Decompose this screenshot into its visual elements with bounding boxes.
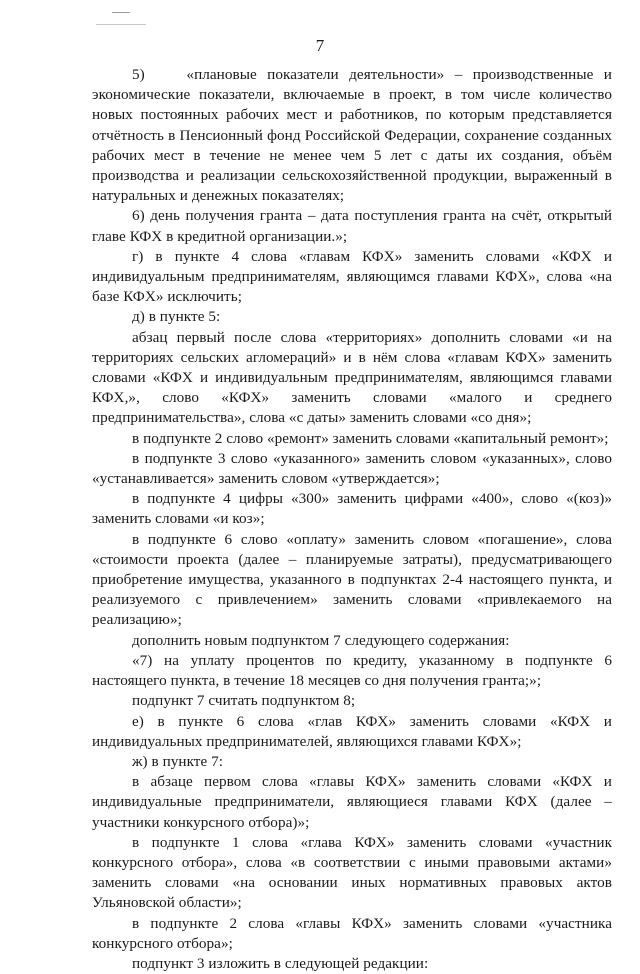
paragraph: дополнить новым подпунктом 7 следующего содержания: — [132, 631, 510, 649]
paragraph: в подпункте 2 слово «ремонт» заменить словами «капитальный ремонт»; — [132, 429, 609, 447]
scan-artifact — [96, 24, 146, 25]
paragraph: ж) в пункте 7: — [132, 752, 224, 770]
paragraph: в подпункте 4 цифры «300» заменить цифрами «400», слово «(коз)» заменить словами «и коз»; — [92, 490, 612, 528]
paragraph: в подпункте 6 слово «оплату» заменить словом «погашение», слова «стоимости проекта (далее – планируемые затраты), предусматривающего приобретение имущества, указанного в подпунктах 2-4 настоящего пункта, и реализуемого с привлечением» заменить словами «привлекаемого на реализацию»; — [92, 530, 612, 629]
paragraph: д) в пункте 5: — [132, 308, 221, 326]
page-number: 7 — [315, 36, 325, 55]
paragraph: в подпункте 2 слова «главы КФХ» заменить словами «участника конкурсного отбора»; — [92, 914, 612, 952]
paragraph: подпункт 7 считать подпунктом 8; — [132, 692, 356, 710]
paragraph: в подпункте 1 слова «глава КФХ» заменить словами «участник конкурсного отбора», слова «в соответствии с иными правовыми актами» заменить словами «на основании иных нормативных правовых актов Ульяновской области»; — [92, 833, 612, 912]
paragraph: в абзаце первом слова «главы КФХ» заменить словами «КФХ и индивидуальные предприниматели, являющиеся главами КФХ (далее – участники конкурсного отбора)»; — [92, 773, 612, 831]
paragraph: подпункт 3 изложить в следующей редакции: — [132, 954, 429, 972]
paragraph: абзац первый после слова «территориях» дополнить словами «и на территориях сельских агломераций» и в нём слова «главам КФХ» заменить словами «КФХ и индивидуальным предпринимателям, являющимся главами КФХ,», слово «КФХ» заменить словами «малого и среднего предпринимательства», слова «с даты» заменить словами «со дня»; — [92, 328, 612, 427]
scan-artifact — [112, 12, 130, 13]
document-body — [92, 65, 612, 974]
paragraph: «7) на уплату процентов по кредиту, указанному в подпункте 6 настоящего пункта, в течение 18 месяцев со дня получения гранта;»; — [92, 651, 612, 690]
paragraph: г) в пункте 4 слова «главам КФХ» заменить словами «КФХ и индивидуальным предпринимателям, являющимся главами КФХ», слова «на базе КФХ» исключить; — [92, 247, 612, 306]
paragraph: е) в пункте 6 слова «глав КФХ» заменить словами «КФХ и индивидуальных предпринимателей, являющихся главами КФХ»; — [92, 712, 612, 750]
paragraph: 6) день получения гранта – дата поступления гранта на счёт, открытый главе КФХ в кредитной организации.»; — [92, 207, 612, 245]
paragraph: 5) «плановые показатели деятельности» – производственные и экономические показатели, включаемые в проект, в том числе количество новых постоянных рабочих мест и работников, по которым представляется отчётность в Пенсионный фонд Российской Федерации, сохранение созданных рабочих мест в течение не менее чем 5 лет с даты их создания, объём производства и реализации сельскохозяйственной продукции, выраженный в натуральных и денежных показателях; — [92, 66, 612, 205]
paragraph: в подпункте 3 слово «указанного» заменить словом «указанных», слово «устанавливается» заменить словом «утверждается»; — [92, 449, 612, 488]
